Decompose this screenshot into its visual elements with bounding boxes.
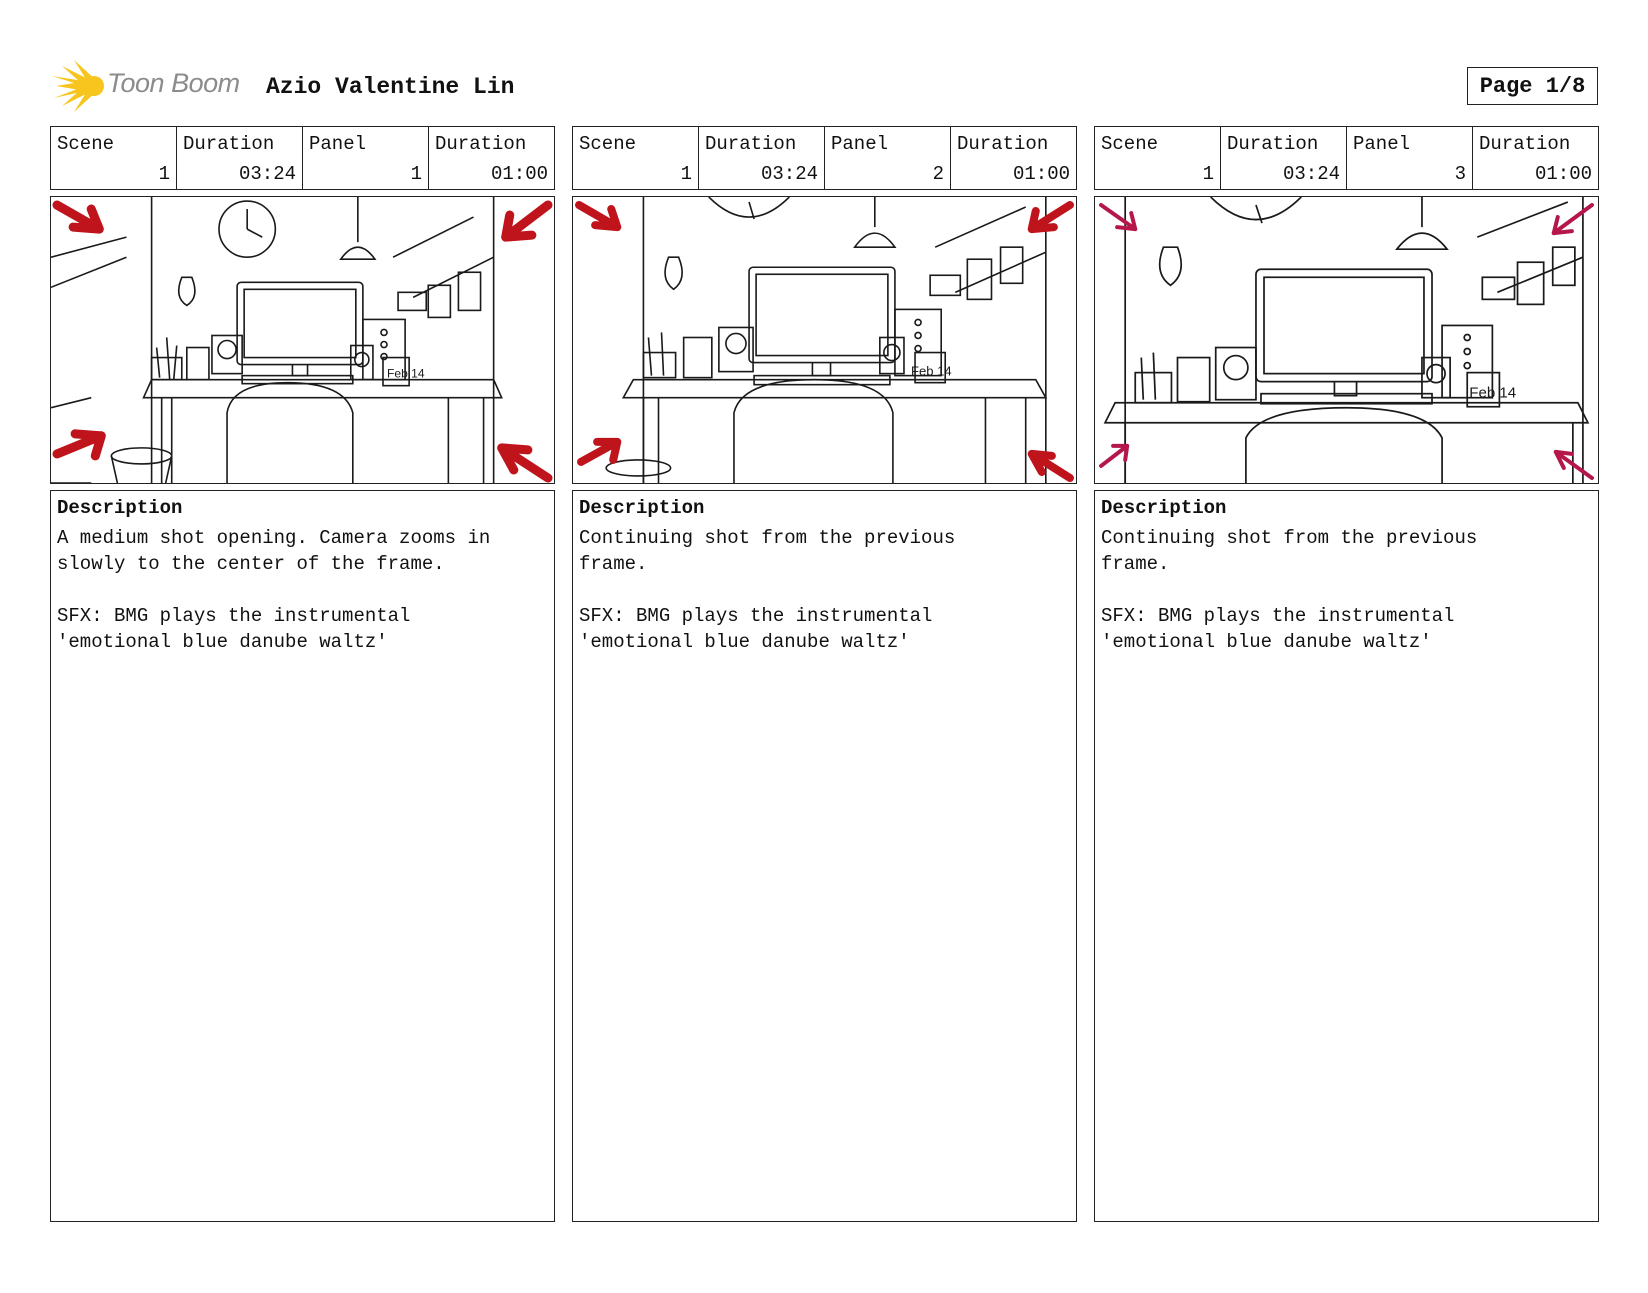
desk-sketch xyxy=(1095,197,1598,483)
scene-duration-cell xyxy=(699,127,825,189)
panel-cell xyxy=(303,127,429,189)
page-number: Page 1/8 xyxy=(1467,67,1598,105)
description-text: slowly to the center of the frame. xyxy=(57,553,445,575)
storyboard-panel-1 xyxy=(50,126,555,1222)
description-label: Description xyxy=(579,497,705,519)
storyboard-panel-2 xyxy=(572,126,1077,1222)
panel-duration-cell xyxy=(1473,127,1598,189)
panel-cell xyxy=(1347,127,1473,189)
panel-header xyxy=(50,126,555,190)
author-name: Azio Valentine Lin xyxy=(266,74,515,100)
description-box xyxy=(1094,490,1599,1222)
sfx-text: 'emotional blue danube waltz' xyxy=(579,631,910,653)
description-box xyxy=(50,490,555,1222)
panel-label: Panel xyxy=(831,133,889,155)
description-label: Description xyxy=(1101,497,1227,519)
panel-duration-value: 01:00 xyxy=(1534,163,1592,185)
sketch-frame xyxy=(50,196,555,484)
scene-duration-value: 03:24 xyxy=(1282,163,1340,185)
description-text: A medium shot opening. Camera zooms in xyxy=(57,527,491,549)
description-text: Continuing shot from the previous xyxy=(579,527,956,549)
sketch-frame xyxy=(1094,196,1599,484)
camera-zoom-arrows xyxy=(579,205,1070,478)
panel-label: Panel xyxy=(309,133,367,155)
logo-text: Toon Boom xyxy=(107,68,240,98)
description-text: frame. xyxy=(579,553,648,575)
panel-value: 2 xyxy=(932,163,944,185)
desk-sketch xyxy=(51,197,554,483)
toon-boom-logo xyxy=(52,58,252,114)
duration-label: Duration xyxy=(1479,133,1571,155)
scene-duration-value: 03:24 xyxy=(760,163,818,185)
panel-duration-cell xyxy=(429,127,554,189)
panel-duration-value: 01:00 xyxy=(1012,163,1070,185)
panel-label: Panel xyxy=(1353,133,1411,155)
scene-cell xyxy=(1095,127,1221,189)
scene-label: Scene xyxy=(579,133,637,155)
scene-duration-value: 03:24 xyxy=(238,163,296,185)
panel-header xyxy=(572,126,1077,190)
description-label: Description xyxy=(57,497,183,519)
scene-cell xyxy=(51,127,177,189)
sfx-text: 'emotional blue danube waltz' xyxy=(57,631,388,653)
scene-value: 1 xyxy=(680,163,692,185)
sfx-text: 'emotional blue danube waltz' xyxy=(1101,631,1432,653)
sunburst-icon xyxy=(52,58,108,114)
sfx-text: SFX: BMG plays the instrumental xyxy=(57,605,411,627)
description-box xyxy=(572,490,1077,1222)
panel-duration-value: 01:00 xyxy=(490,163,548,185)
sketch-frame xyxy=(572,196,1077,484)
panel-value: 3 xyxy=(1454,163,1466,185)
duration-label: Duration xyxy=(705,133,797,155)
duration-label: Duration xyxy=(957,133,1049,155)
panel-header xyxy=(1094,126,1599,190)
panel-value: 1 xyxy=(410,163,422,185)
sfx-text: SFX: BMG plays the instrumental xyxy=(1101,605,1455,627)
scene-label: Scene xyxy=(1101,133,1159,155)
duration-label: Duration xyxy=(1227,133,1319,155)
duration-label: Duration xyxy=(183,133,275,155)
panel-cell xyxy=(825,127,951,189)
scene-value: 1 xyxy=(158,163,170,185)
storyboard-panel-3 xyxy=(1094,126,1599,1222)
scene-duration-cell xyxy=(177,127,303,189)
duration-label: Duration xyxy=(435,133,527,155)
camera-zoom-arrows xyxy=(1101,205,1592,478)
scene-duration-cell xyxy=(1221,127,1347,189)
scene-label: Scene xyxy=(57,133,115,155)
sfx-text: SFX: BMG plays the instrumental xyxy=(579,605,933,627)
camera-zoom-arrows xyxy=(57,205,548,478)
sketch-calendar-text: Feb 14 xyxy=(1469,384,1517,402)
panel-duration-cell xyxy=(951,127,1076,189)
sketch-calendar-text: Feb 14 xyxy=(387,366,425,381)
description-text: frame. xyxy=(1101,553,1170,575)
scene-cell xyxy=(573,127,699,189)
desk-sketch xyxy=(573,197,1076,483)
description-text: Continuing shot from the previous xyxy=(1101,527,1478,549)
sketch-calendar-text: Feb 14 xyxy=(911,363,952,379)
scene-value: 1 xyxy=(1202,163,1214,185)
